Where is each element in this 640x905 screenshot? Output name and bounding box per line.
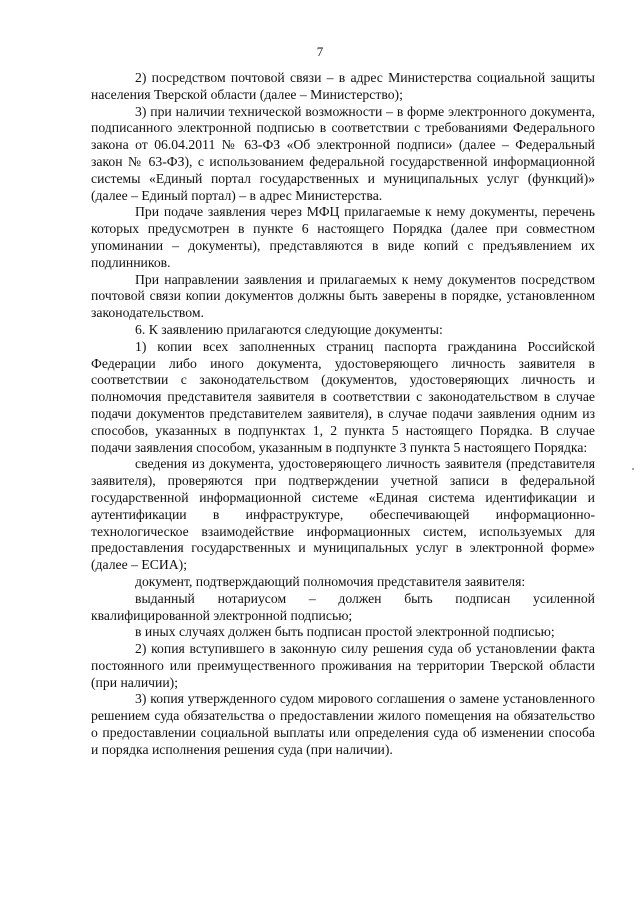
paragraph-passport-copies: 1) копии всех заполненных страниц паспорта гражданина Российской Федерации либо иного документа, удостоверяющего личность заявителя в соответствии с законодательством (документов, удостоверяющих личность и полномочия представителя заявителя в соответствии с законодательством в случае подачи документов представителем заявителя), в случае подачи заявления одним из способов, указанных в подпунктах 1, 2 пункта 5 настоящего Порядка. В случае подачи заявления способом, указанным в подпункте 3 пункта 5 настоящего Порядка: — [91, 338, 595, 455]
paragraph-notary: выданный нотариусом – должен быть подписан усиленной квалифицированной электронной подписью; — [91, 590, 595, 623]
paragraph-electronic: 3) при наличии технической возможности – в форме электронного документа, подписанного электронной подписью в соответствии с требованиями Федерального закона от 06.04.2011 № 63-ФЗ «Об электронной подписи» (далее – Федеральный закон № 63-ФЗ), с использованием федеральной государственной информационной системы «Единый портал государственных и муниципальных услуг (функций)» (далее – Единый портал) – в адрес Министерства. — [91, 103, 595, 203]
paragraph-mfc: При подаче заявления через МФЦ прилагаемые к нему документы, перечень которых предусмотрен в пункте 6 настоящего Порядка (далее при совместном упоминании – документы), представляются в виде копий с предъявлением их подлинников. — [91, 204, 595, 270]
paragraph-simple-signature: в иных случаях должен быть подписан простой электронной подписью; — [135, 624, 555, 640]
paragraph-settlement: 3) копия утвержденного судом мирового соглашения о замене установленного решением суда обязательства о предоставлении жилого помещения на обязательство о предоставлении социальной выплаты или определения суда об изменении способа и порядка исполнения решения суда (при наличии). — [91, 691, 595, 757]
paragraph-item-6-heading: 6. К заявлению прилагаются следующие документы: — [135, 321, 443, 337]
document-body — [91, 70, 595, 759]
paragraph-authority-document: документ, подтверждающий полномочия представителя заявителя: — [135, 573, 526, 589]
paragraph-postal: 2) посредством почтовой связи – в адрес Министерства социальной защиты населения Тверской области (далее – Министерство); — [91, 70, 595, 102]
paragraph-court-decision: 2) копия вступившего в законную силу решения суда об установлении факта постоянного или преимущественного проживания на территории Тверской области (при наличии); — [91, 641, 595, 690]
scan-speck — [632, 468, 634, 470]
paragraph-esia: сведения из документа, удостоверяющего личность заявителя (представителя заявителя), проверяются при подтверждении учетной записи в федеральной государственной информационной системе «Единая система идентификации и аутентификации в инфраструктуре, обеспечивающей информационно-технологическое взаимодействие информационных систем, используемых для предоставления государственных и муниципальных услуг в электронной форме» (далее – ЕСИА); — [91, 456, 595, 573]
paragraph-mail-copies: При направлении заявления и прилагаемых к нему документов посредством почтовой связи копии документов должны быть заверены в порядке, установленном законодательством. — [91, 271, 595, 321]
page-number: 7 — [316, 44, 324, 59]
